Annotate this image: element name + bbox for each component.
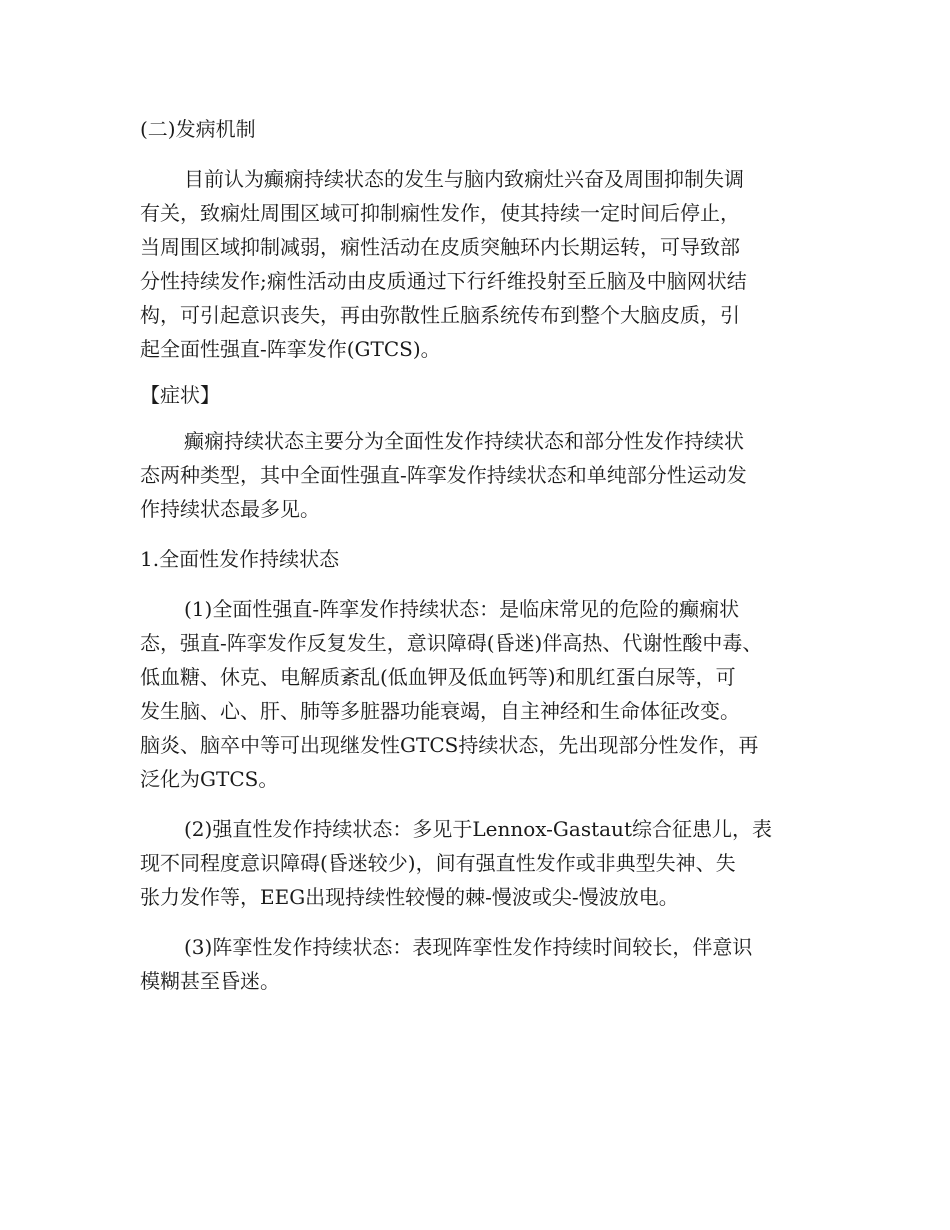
paragraph-line: 有关，致痫灶周围区域可抑制痫性发作，使其持续一定时间后停止， (140, 201, 740, 225)
paragraph-line: 张力发作等，EEG出现持续性较慢的棘-慢波或尖-慢波放电。 (140, 885, 679, 909)
paragraph-line: 癫痫持续状态主要分为全面性发作持续状态和部分性发作持续状 (184, 429, 744, 453)
paragraph-line: 构，可引起意识丧失，再由弥散性丘脑系统传布到整个大脑皮质，引 (140, 303, 740, 327)
paragraph-line: 泛化为GTCS。 (140, 767, 279, 791)
paragraph-line: (2)强直性发作持续状态：多见于Lennox-Gastaut综合征患儿，表 (184, 817, 772, 841)
paragraph-line: 分性持续发作;痫性活动由皮质通过下行纤维投射至丘脑及中脑网状结 (140, 269, 747, 293)
paragraph-clonic-status (140, 930, 820, 998)
paragraph-line: 作持续状态最多见。 (140, 497, 320, 521)
paragraph-line: 目前认为癫痫持续状态的发生与脑内致痫灶兴奋及周围抑制失调 (184, 167, 744, 191)
paragraph-line: 发生脑、心、肝、肺等多脏器功能衰竭，自主神经和生命体征改变。 (140, 699, 740, 723)
paragraph-line: 当周围区域抑制减弱，痫性活动在皮质突触环内长期运转，可导致部 (140, 235, 740, 259)
section-heading-mechanism: (二)发病机制 (140, 117, 256, 141)
section-heading-symptoms: 【症状】 (140, 383, 220, 407)
document-body (140, 112, 820, 998)
paragraph-line: (3)阵挛性发作持续状态：表现阵挛性发作持续时间较长，伴意识 (184, 935, 753, 959)
paragraph-tonic-status (140, 812, 820, 914)
paragraph-line: 现不同程度意识障碍(昏迷较少)，间有强直性发作或非典型失神、失 (140, 851, 736, 875)
paragraph-gtcs-status (140, 592, 820, 796)
paragraph-line: 态，强直-阵挛发作反复发生，意识障碍(昏迷)伴高热、代谢性酸中毒、 (140, 631, 763, 655)
paragraph-line: 起全面性强直-阵挛发作(GTCS)。 (140, 337, 441, 361)
subsection-heading-generalized: 1.全面性发作持续状态 (140, 547, 340, 571)
paragraph-line: 态两种类型，其中全面性强直-阵挛发作持续状态和单纯部分性运动发 (140, 463, 747, 487)
paragraph-line: (1)全面性强直-阵挛发作持续状态：是临床常见的危险的癫痫状 (184, 597, 740, 621)
paragraph-symptoms-intro (140, 424, 820, 526)
paragraph-line: 低血糖、休克、电解质紊乱(低血钾及低血钙等)和肌红蛋白尿等，可 (140, 665, 736, 689)
paragraph-line: 脑炎、脑卒中等可出现继发性GTCS持续状态，先出现部分性发作，再 (140, 733, 759, 757)
paragraph-line: 模糊甚至昏迷。 (140, 969, 280, 993)
paragraph-mechanism (140, 162, 820, 366)
